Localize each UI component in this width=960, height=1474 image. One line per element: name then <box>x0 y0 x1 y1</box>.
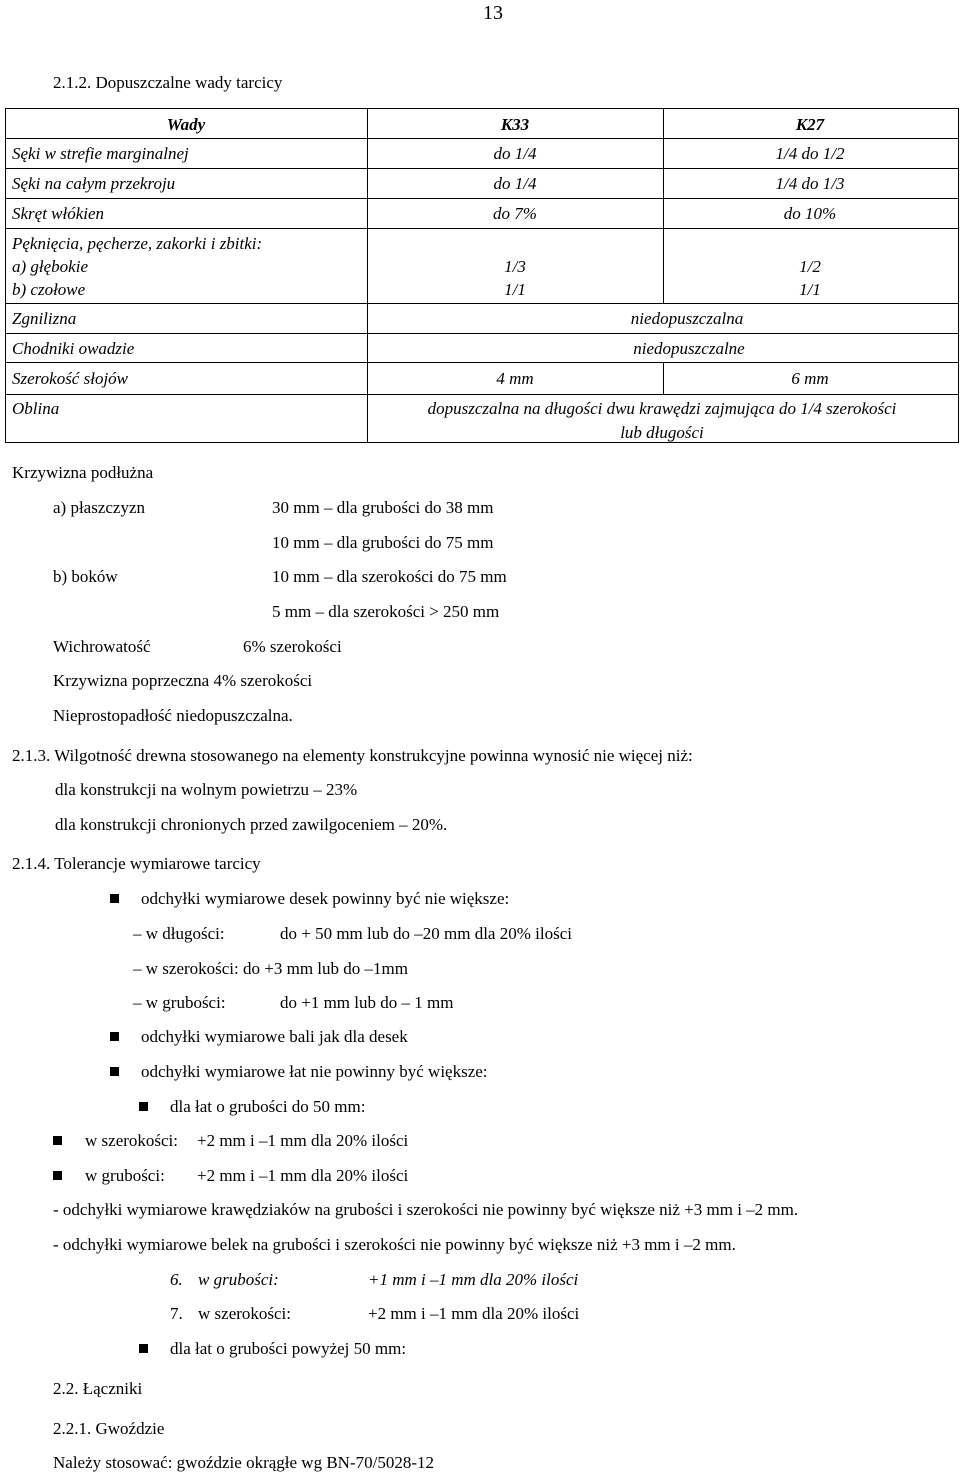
cross-curvature: Krzywizna poprzeczna 4% szerokości <box>53 671 313 690</box>
board-thickness-label: – w grubości: <box>133 993 226 1012</box>
battens-thick: dla łat o grubości powyżej 50 mm: <box>170 1339 407 1358</box>
thin-width-label: w szerokości: <box>85 1131 179 1150</box>
table-header-k33: K33 <box>500 115 530 134</box>
curvature-flat-2: 10 mm – dla grubości do 75 mm <box>272 533 494 552</box>
bullet-icon <box>110 1032 119 1041</box>
row-value-merged: niedopuszczalne <box>633 339 745 358</box>
row-value-k33: do 7% <box>493 204 537 223</box>
moisture-protected: dla konstrukcji chronionych przed zawilgoceniem – 20%. <box>55 815 448 834</box>
row-label-grain-twist: Skręt włókien <box>12 204 105 223</box>
bullet-icon <box>110 1067 119 1076</box>
row-label-cracks: Pęknięcia, pęcherze, zakorki i zbitki: <box>12 234 263 253</box>
row-label-insect-holes: Chodniki owadzie <box>12 339 135 358</box>
item6-number: 6. <box>170 1270 183 1289</box>
non-square: Nieprostopadłość niedopuszczalna. <box>53 706 293 725</box>
curvature-edge-2: 5 mm – dla szerokości > 250 mm <box>272 602 500 621</box>
boards-intro: odchyłki wymiarowe desek powinny być nie większe: <box>141 889 510 908</box>
table-row-line <box>5 198 959 199</box>
table-header-k27: K27 <box>795 115 825 134</box>
item7-number: 7. <box>170 1304 183 1323</box>
thin-width-value: +2 mm i –1 mm dla 20% ilości <box>197 1131 409 1150</box>
item7-label: w szerokości: <box>198 1304 292 1323</box>
curvature-flat-1: 30 mm – dla grubości do 38 mm <box>272 498 494 517</box>
bullet-icon <box>139 1344 148 1353</box>
moisture-heading: 2.1.3. Wilgotność drewna stosowanego na elementy konstrukcyjne powinna wynosić nie więcej niż: <box>12 746 693 765</box>
board-length-label: – w długości: <box>133 924 225 943</box>
item7-value: +2 mm i –1 mm dla 20% ilości <box>368 1304 580 1323</box>
item6-value: +1 mm i –1 mm dla 20% ilości <box>368 1270 579 1289</box>
table-divider-col2-ring <box>663 362 664 394</box>
row-value-merged: niedopuszczalna <box>630 309 744 328</box>
row-label-rot: Zgnilizna <box>12 309 77 328</box>
table-border-right <box>958 108 959 443</box>
nails-text: Należy stosować: gwoździe okrągłe wg BN-70/5028-12 <box>53 1453 434 1472</box>
bullet-icon <box>139 1102 148 1111</box>
row-value-k33: do 1/4 <box>493 144 537 163</box>
table-row-line <box>5 394 959 395</box>
row-label-ring-width: Szerokość słojów <box>12 369 129 388</box>
board-length-value: do + 50 mm lub do –20 mm dla 20% ilości <box>280 924 572 943</box>
curvature-edge-label: b) boków <box>53 567 118 586</box>
table-row-line <box>5 333 959 334</box>
thin-thickness-label: w grubości: <box>85 1166 165 1185</box>
warp-value: 6% szerokości <box>243 637 342 656</box>
bullet-icon <box>53 1171 62 1180</box>
row-value-wane-line1: dopuszczalna na długości dwu krawędzi zajmująca do 1/4 szerokości <box>427 399 897 418</box>
row-value-k27: 1/4 do 1/2 <box>775 144 845 163</box>
connectors-heading: 2.2. Łączniki <box>53 1379 143 1398</box>
nails-heading: 2.2.1. Gwoździe <box>53 1419 165 1438</box>
table-header-defect: Wady <box>166 115 206 134</box>
table-row-line <box>5 362 959 363</box>
thin-thickness-value: +2 mm i –1 mm dla 20% ilości <box>197 1166 409 1185</box>
row-value-k27: 6 mm <box>791 369 829 388</box>
bullet-icon <box>53 1136 62 1145</box>
row-value-k33: 1/3 <box>504 257 526 276</box>
battens-thin: dla łat o grubości do 50 mm: <box>170 1097 366 1116</box>
section-heading: 2.1.2. Dopuszczalne wady tarcicy <box>53 73 283 92</box>
table-row-line <box>5 228 959 229</box>
tolerances-heading: 2.1.4. Tolerancje wymiarowe tarcicy <box>12 854 261 873</box>
row-value-k27: 1/2 <box>799 257 821 276</box>
dash-joists: - odchyłki wymiarowe belek na grubości i szerokości nie powinny być większe niż +3 mm i –2 mm. <box>53 1235 736 1254</box>
board-width: – w szerokości: do +3 mm lub do –1mm <box>133 959 408 978</box>
table-row-line <box>5 138 959 139</box>
curvature-title: Krzywizna podłużna <box>12 463 154 482</box>
beams-text: odchyłki wymiarowe bali jak dla desek <box>141 1027 408 1046</box>
row-value-k33: 1/1 <box>504 280 526 299</box>
row-value-k33: 4 mm <box>496 369 534 388</box>
page-number: 13 <box>483 2 503 24</box>
board-thickness-value: do +1 mm lub do – 1 mm <box>280 993 454 1012</box>
table-border-left <box>5 108 6 443</box>
row-value-k27: 1/1 <box>799 280 821 299</box>
row-label-cracks-end: b) czołowe <box>12 280 86 299</box>
dash-scantlings: - odchyłki wymiarowe krawędziaków na grubości i szerokości nie powinny być większe niż +3 mm i –2 mm. <box>53 1200 799 1219</box>
row-label-knots-cross: Sęki na całym przekroju <box>12 174 176 193</box>
moisture-outdoor: dla konstrukcji na wolnym powietrzu – 23% <box>55 780 358 799</box>
bullet-icon <box>110 894 119 903</box>
warp-label: Wichrowatość <box>53 637 151 656</box>
table-divider-col1 <box>367 108 368 443</box>
row-value-k27: 1/4 do 1/3 <box>775 174 845 193</box>
item6-label: w grubości: <box>198 1270 279 1289</box>
curvature-edge-1: 10 mm – dla szerokości do 75 mm <box>272 567 507 586</box>
table-row-line <box>5 303 959 304</box>
row-label-wane: Oblina <box>12 399 60 418</box>
row-value-k33: do 1/4 <box>493 174 537 193</box>
curvature-flat-label: a) płaszczyzn <box>53 498 146 517</box>
battens-intro: odchyłki wymiarowe łat nie powinny być większe: <box>141 1062 488 1081</box>
row-label-knots-marginal: Sęki w strefie marginalnej <box>12 144 189 163</box>
row-value-k27: do 10% <box>783 204 837 223</box>
table-border-top <box>5 108 959 109</box>
table-border-bottom <box>5 442 959 443</box>
row-value-wane-line2: lub długości <box>620 423 704 442</box>
table-row-line <box>5 168 959 169</box>
row-label-cracks-deep: a) głębokie <box>12 257 88 276</box>
